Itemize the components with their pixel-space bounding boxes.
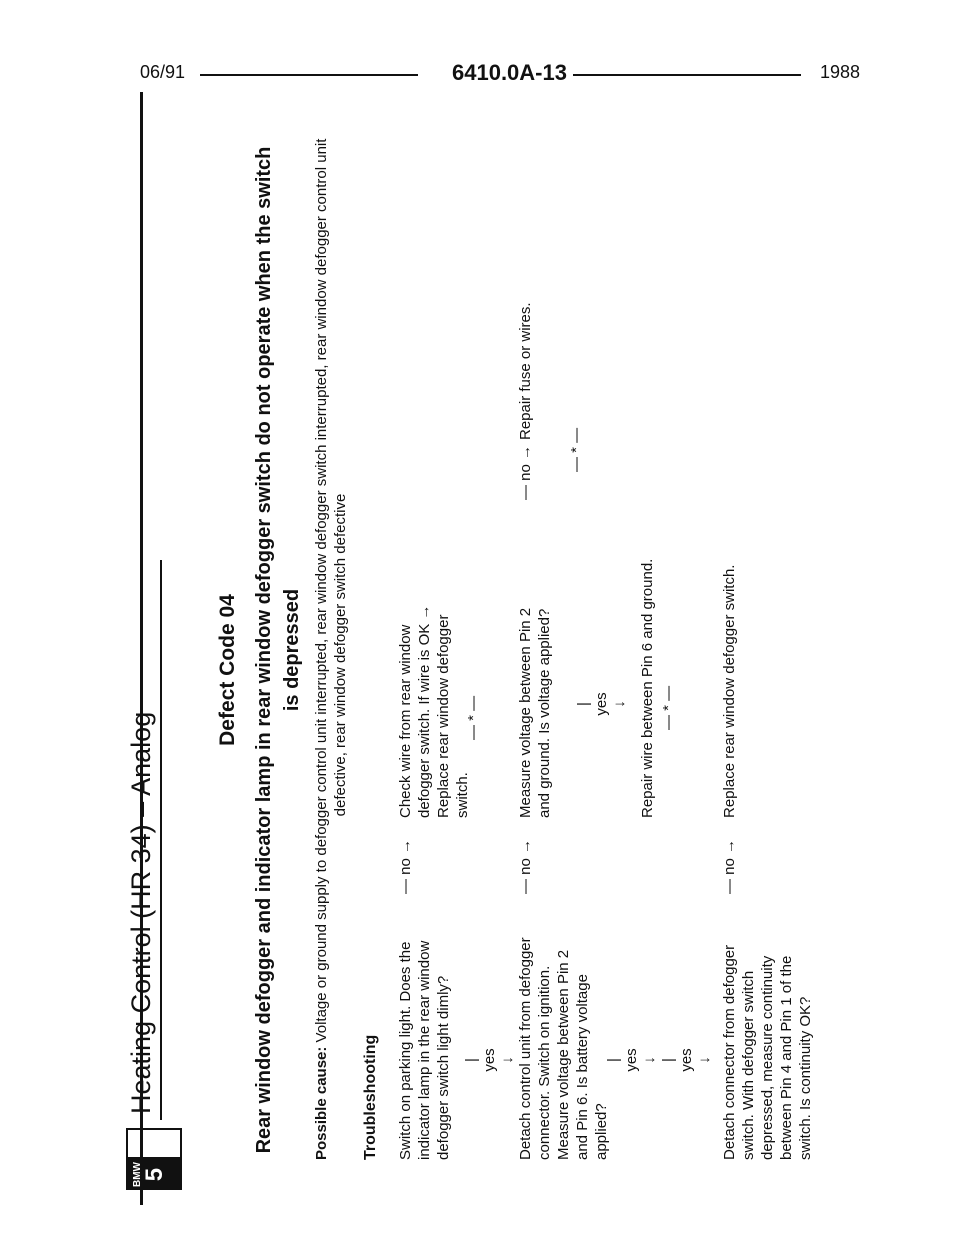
troubleshooting-heading: Troubleshooting — [362, 1034, 379, 1160]
flow-down-arrow: ↓ — [641, 1056, 658, 1064]
step-1-no-action: Check wire from rear window defogger switch. If wire is OK → Replace rear window defogger switch. — [397, 604, 471, 818]
section-title: Heating Control (HR 34) – Analog — [126, 711, 156, 1114]
step-2b-no-action: Repair fuse or wires. — [517, 302, 534, 440]
flow-bar: | — [575, 702, 592, 706]
step-2b-yes-branch — [575, 692, 629, 716]
step-2b-end-marker: — * — — [568, 427, 585, 472]
logo-brand: BMW — [132, 1162, 143, 1187]
section-title-rule — [160, 560, 162, 1120]
defect-code-title: Defect Code 04 — [216, 594, 239, 746]
bmw-series-logo — [126, 1128, 182, 1190]
flow-yes-label: yes — [481, 1048, 498, 1072]
step-2b-no-branch: — no → — [517, 444, 534, 500]
header-doc-code: 6410.0A-13 — [452, 60, 567, 85]
flow-down-arrow: ↓ — [611, 700, 628, 708]
header-rule-right — [573, 74, 801, 76]
step-2-no-branch: — no → — [517, 838, 534, 894]
step-1-yes-branch — [463, 1048, 517, 1072]
flow-yes-label: yes — [593, 692, 610, 716]
step-1-question: Switch on parking light. Does the indicator lamp in the rear window defogger switch light dimly? — [397, 940, 452, 1160]
flow-down-arrow: ↓ — [696, 1056, 713, 1064]
step-2b-yes-end-marker: — * — — [660, 685, 677, 730]
flow-yes-label: yes — [678, 1048, 695, 1072]
possible-cause-label: Possible cause: — [313, 1046, 330, 1160]
header-year: 1988 — [820, 62, 861, 82]
flow-bar: | — [463, 1058, 480, 1062]
step-2-yes-branch-b — [660, 1048, 714, 1072]
logo-light-block — [126, 1128, 182, 1159]
flow-yes-label: yes — [623, 1048, 640, 1072]
step-1-no-branch: — no → — [397, 838, 414, 894]
flow-down-arrow: ↓ — [499, 1056, 516, 1064]
step-2-no-check: Measure voltage between Pin 2 and ground. Is voltage applied? — [517, 607, 553, 818]
symptom-headline: Rear window defogger and indicator lamp in rear window defogger switch do not operate when the switch is depressed — [253, 146, 303, 1154]
logo-series: 5 — [141, 1167, 168, 1182]
flow-bar: | — [605, 1058, 622, 1062]
step-3-question: Detach connector from defogger switch. With defogger switch depressed, measure continuity between Pin 4 and Pin 1 of the switch. Is continuity OK? — [721, 944, 814, 1160]
rotated-page-content — [120, 100, 860, 1200]
possible-cause-text-1: Voltage or ground supply to defogger control unit interrupted, rear window defogger switch interrupted, rear window defogger control unit — [313, 138, 330, 1043]
header-rule-left — [200, 74, 418, 76]
logo-dark-block — [126, 1159, 182, 1190]
step-2b-yes-action: Repair wire between Pin 6 and ground. — [639, 558, 656, 818]
step-2-yes-branch-a — [605, 1048, 659, 1072]
step-2-question: Detach control unit from defogger connector. Switch on ignition. Measure voltage between Pin 2 and Pin 6. Is battery voltage applied? — [517, 937, 610, 1160]
step-1-end-marker: — * — — [465, 695, 482, 740]
flow-bar: | — [660, 1058, 677, 1062]
possible-cause-text-2: defective, rear window defogger switch defective — [332, 493, 349, 817]
step-3-no-branch: — no → — [721, 838, 738, 894]
header-date: 06/91 — [140, 62, 186, 82]
page-header — [0, 62, 960, 92]
possible-cause — [312, 100, 350, 1160]
step-3-no-action: Replace rear window defogger switch. — [721, 564, 738, 818]
